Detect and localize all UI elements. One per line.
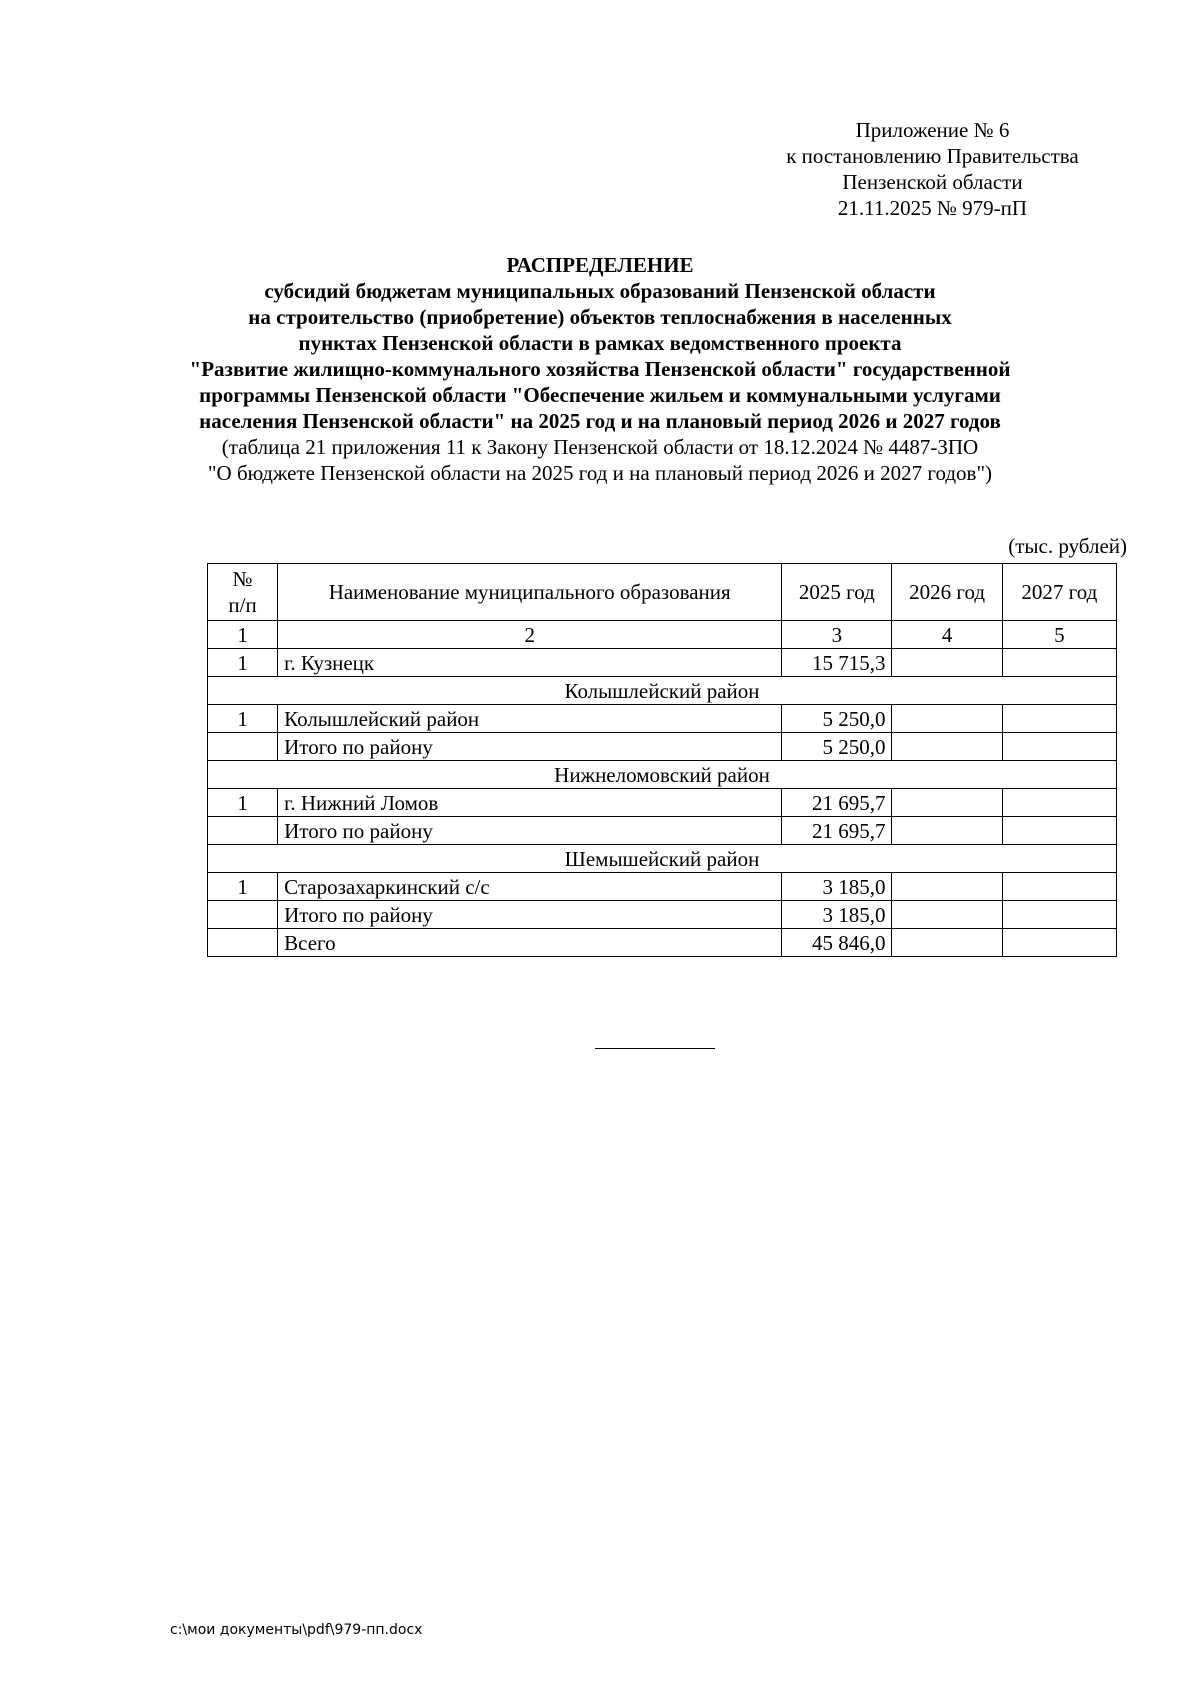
row-2027 (1002, 705, 1116, 733)
row-name: Колышлейский район (278, 705, 782, 733)
col-number-5: 5 (1002, 621, 1116, 649)
title-line-5: программы Пензенской области "Обеспечение жильем и коммунальными услугами (199, 383, 1001, 407)
row-2025: 3 185,0 (782, 873, 892, 901)
document-title (150, 252, 1050, 486)
group-row (208, 761, 1117, 789)
units-label: (тыс. рублей) (1008, 534, 1127, 558)
header-2026: 2026 год (892, 564, 1002, 621)
table-row (208, 789, 1117, 817)
group-name: Шемышейский район (208, 845, 1117, 873)
header-num-line1: № (232, 567, 253, 591)
group-name: Нижнеломовский район (208, 761, 1117, 789)
row-2026 (892, 901, 1002, 929)
row-2025: 21 695,7 (782, 817, 892, 845)
row-2026 (892, 649, 1002, 677)
title-line-3: пунктах Пензенской области в рамках ведомственного проекта (298, 331, 902, 355)
row-2025: 21 695,7 (782, 789, 892, 817)
row-2025: 45 846,0 (782, 929, 892, 957)
end-divider (595, 1048, 715, 1049)
row-2025: 5 250,0 (782, 733, 892, 761)
appendix-region: Пензенской области (842, 170, 1023, 194)
group-row (208, 845, 1117, 873)
appendix-date: 21.11.2025 № 979-пП (837, 196, 1028, 220)
header-2025: 2025 год (782, 564, 892, 621)
col-number-3: 3 (782, 621, 892, 649)
row-num: 1 (208, 705, 278, 733)
table-row (208, 733, 1117, 761)
table-row (208, 649, 1117, 677)
row-num: 1 (208, 789, 278, 817)
row-2027 (1002, 817, 1116, 845)
table-row (208, 901, 1117, 929)
group-name: Колышлейский район (208, 677, 1117, 705)
row-name: Старозахаркинский с/с (278, 873, 782, 901)
table-row (208, 873, 1117, 901)
row-2027 (1002, 733, 1116, 761)
table-row (208, 705, 1117, 733)
header-num-line2: п/п (228, 593, 257, 617)
header-name: Наименование муниципального образования (278, 564, 782, 621)
row-num (208, 901, 278, 929)
table-row (208, 817, 1117, 845)
appendix-header (770, 117, 1095, 221)
title-line-1: субсидий бюджетам муниципальных образований Пензенской области (264, 279, 936, 303)
row-num (208, 733, 278, 761)
row-num (208, 817, 278, 845)
appendix-number: Приложение № 6 (855, 118, 1010, 142)
title-note-line-1: (таблица 21 приложения 11 к Закону Пензенской области от 18.12.2024 № 4487-ЗПО (221, 435, 979, 459)
col-number-2: 2 (278, 621, 782, 649)
row-name: Всего (278, 929, 782, 957)
distribution-table (207, 563, 1117, 957)
row-name: Итого по району (278, 817, 782, 845)
title-main: РАСПРЕДЕЛЕНИЕ (506, 253, 694, 277)
col-number-4: 4 (892, 621, 1002, 649)
row-2027 (1002, 789, 1116, 817)
row-num: 1 (208, 873, 278, 901)
title-note-line-2: "О бюджете Пензенской области на 2025 год и на плановый период 2026 и 2027 годов") (207, 461, 993, 485)
row-2025: 3 185,0 (782, 901, 892, 929)
header-num (208, 564, 278, 621)
header-2027: 2027 год (1002, 564, 1116, 621)
row-name: г. Нижний Ломов (278, 789, 782, 817)
title-line-4: "Развитие жилищно-коммунального хозяйства Пензенской области" государственной (189, 357, 1011, 381)
row-2026 (892, 929, 1002, 957)
row-2027 (1002, 873, 1116, 901)
row-2026 (892, 789, 1002, 817)
row-2026 (892, 817, 1002, 845)
row-num: 1 (208, 649, 278, 677)
row-name: Итого по району (278, 901, 782, 929)
column-number-row (208, 621, 1117, 649)
title-line-6: населения Пензенской области" на 2025 год и на плановый период 2026 и 2027 годов (199, 409, 1001, 433)
appendix-resolution: к постановлению Правительства (786, 144, 1079, 168)
row-2026 (892, 873, 1002, 901)
row-2027 (1002, 901, 1116, 929)
row-name: г. Кузнецк (278, 649, 782, 677)
row-2026 (892, 705, 1002, 733)
table-row (208, 929, 1117, 957)
group-row (208, 677, 1117, 705)
row-2027 (1002, 649, 1116, 677)
row-2027 (1002, 929, 1116, 957)
col-number-1: 1 (208, 621, 278, 649)
row-2026 (892, 733, 1002, 761)
row-num (208, 929, 278, 957)
row-2025: 5 250,0 (782, 705, 892, 733)
table-header-row (208, 564, 1117, 621)
row-2025: 15 715,3 (782, 649, 892, 677)
footer-file-path: c:\мои документы\pdf\979-пп.docx (170, 1622, 423, 1638)
row-name: Итого по району (278, 733, 782, 761)
title-line-2: на строительство (приобретение) объектов теплоснабжения в населенных (248, 305, 952, 329)
